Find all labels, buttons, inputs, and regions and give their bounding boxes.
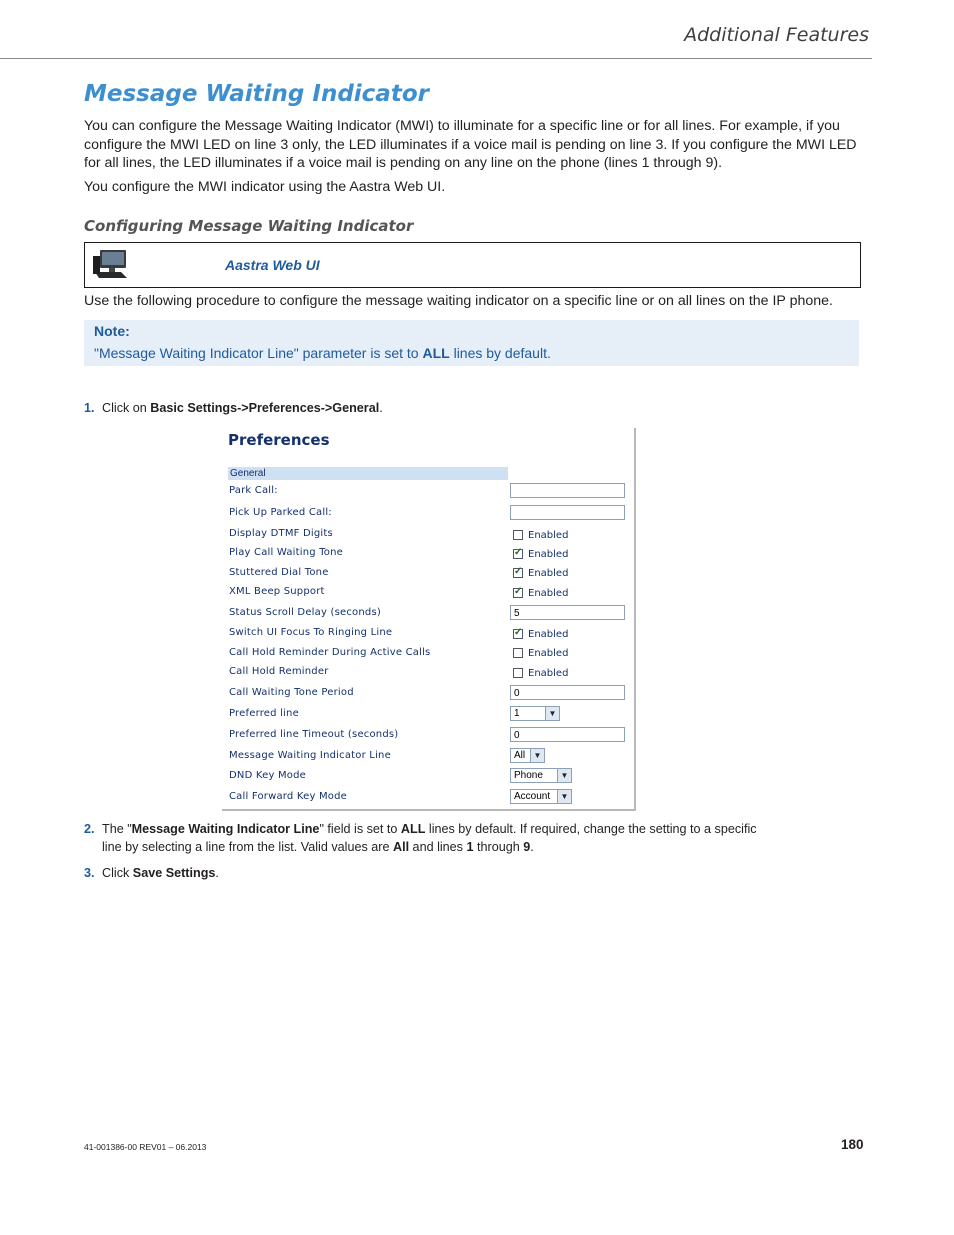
note-text-b: lines by default. bbox=[449, 345, 551, 361]
step-text: and lines bbox=[409, 840, 467, 854]
switch-ui-focus-label: Switch UI Focus To Ringing Line bbox=[229, 627, 393, 638]
step-text: " field is set to bbox=[319, 822, 401, 836]
section-header-title: Additional Features bbox=[684, 24, 869, 46]
step-text: line by selecting a line from the list. Valid values are bbox=[102, 840, 393, 854]
step-text: Click on bbox=[102, 401, 151, 415]
stuttered-dial-tone-label: Stuttered Dial Tone bbox=[229, 567, 329, 578]
chevron-down-icon[interactable]: ▼ bbox=[557, 790, 571, 803]
step-number: 3. bbox=[84, 866, 95, 880]
xml-beep-label: XML Beep Support bbox=[229, 586, 325, 597]
intro-paragraph bbox=[84, 117, 874, 173]
note-box bbox=[84, 320, 859, 366]
preferences-screenshot bbox=[222, 428, 636, 811]
step-1 bbox=[84, 399, 383, 417]
switch-ui-focus-checkbox[interactable] bbox=[513, 629, 523, 639]
step-field-name: Message Waiting Indicator Line bbox=[131, 822, 320, 836]
enabled-label: Enabled bbox=[528, 588, 569, 599]
header-divider bbox=[0, 58, 872, 59]
stuttered-dial-tone-checkbox[interactable] bbox=[513, 568, 523, 578]
preferred-line-select[interactable] bbox=[510, 706, 560, 721]
step-text: . bbox=[215, 866, 219, 880]
step-text: . bbox=[530, 840, 534, 854]
enabled-label: Enabled bbox=[528, 648, 569, 659]
preferences-title: Preferences bbox=[228, 431, 330, 449]
hold-reminder-active-label: Call Hold Reminder During Active Calls bbox=[229, 647, 431, 658]
general-section-bar bbox=[228, 467, 508, 480]
intro-line-3: for all lines, the LED illuminates if a voice mail is pending on any line on the phone (lines 1 through 9). bbox=[84, 155, 723, 171]
pickup-parked-call-label: Pick Up Parked Call: bbox=[229, 507, 332, 518]
step-bold: All bbox=[392, 840, 410, 854]
xml-beep-checkbox[interactable] bbox=[513, 588, 523, 598]
hold-reminder-checkbox[interactable] bbox=[513, 668, 523, 678]
page-title: Message Waiting Indicator bbox=[84, 81, 429, 107]
enabled-label: Enabled bbox=[528, 668, 569, 679]
mwi-line-value: All bbox=[514, 750, 526, 761]
call-forward-key-mode-value: Account bbox=[514, 791, 551, 802]
call-waiting-tone-checkbox[interactable] bbox=[513, 549, 523, 559]
note-text bbox=[94, 345, 551, 361]
chevron-down-icon[interactable]: ▼ bbox=[530, 749, 544, 762]
intro-line-2: configure the MWI LED on line 3 only, the LED illuminates if a voice mail is pending on line 3. If you configure the MWI LED bbox=[84, 136, 857, 153]
enabled-label: Enabled bbox=[528, 629, 569, 640]
display-dtmf-label: Display DTMF Digits bbox=[229, 528, 333, 539]
step-2 bbox=[84, 820, 757, 856]
enabled-label: Enabled bbox=[528, 549, 569, 560]
dnd-key-mode-select[interactable] bbox=[510, 768, 572, 783]
chevron-down-icon[interactable]: ▼ bbox=[545, 707, 559, 720]
webui-callout bbox=[84, 242, 861, 288]
general-section-label: General bbox=[230, 468, 266, 479]
call-forward-key-mode-label: Call Forward Key Mode bbox=[229, 791, 347, 802]
mwi-line-label: Message Waiting Indicator Line bbox=[229, 750, 391, 761]
step-number: 2. bbox=[84, 822, 95, 836]
enabled-label: Enabled bbox=[528, 568, 569, 579]
step-bold: 9 bbox=[523, 840, 531, 854]
dnd-key-mode-value: Phone bbox=[514, 770, 543, 781]
step-text: lines by default. If required, change the setting to a specific bbox=[425, 822, 757, 836]
step-text: Click bbox=[102, 866, 133, 880]
page-number: 180 bbox=[841, 1137, 864, 1152]
status-scroll-delay-input[interactable]: 5 bbox=[510, 605, 625, 620]
chevron-down-icon[interactable]: ▼ bbox=[557, 769, 571, 782]
note-text-bold: ALL bbox=[422, 345, 450, 361]
hold-reminder-active-checkbox[interactable] bbox=[513, 648, 523, 658]
document-id: 41-001386-00 REV01 – 06.2013 bbox=[84, 1142, 207, 1152]
call-forward-key-mode-select[interactable] bbox=[510, 789, 572, 804]
preferred-line-timeout-input[interactable]: 0 bbox=[510, 727, 625, 742]
call-waiting-period-label: Call Waiting Tone Period bbox=[229, 687, 354, 698]
step-number: 1. bbox=[84, 401, 95, 415]
intro-line-1: You can configure the Message Waiting Indicator (MWI) to illuminate for a specific line or for all lines. For example, if you bbox=[84, 118, 840, 134]
enabled-label: Enabled bbox=[528, 530, 569, 541]
hold-reminder-label: Call Hold Reminder bbox=[229, 666, 329, 677]
status-scroll-delay-label: Status Scroll Delay (seconds) bbox=[229, 607, 381, 618]
step-text: . bbox=[379, 401, 383, 415]
step-bold: ALL bbox=[400, 822, 426, 836]
park-call-label: Park Call: bbox=[229, 485, 278, 496]
step-menu-path: Basic Settings->Preferences->General bbox=[150, 401, 380, 415]
computer-icon bbox=[91, 248, 129, 282]
pickup-parked-call-input[interactable] bbox=[510, 505, 625, 520]
dnd-key-mode-label: DND Key Mode bbox=[229, 770, 307, 781]
procedure-intro: Use the following procedure to configure the message waiting indicator on a specific line or on all lines on the IP phone. bbox=[84, 293, 833, 309]
subsection-title: Configuring Message Waiting Indicator bbox=[84, 217, 414, 235]
intro-paragraph-2: You configure the MWI indicator using the Aastra Web UI. bbox=[84, 179, 446, 195]
preferred-line-label: Preferred line bbox=[229, 708, 299, 719]
call-waiting-tone-label: Play Call Waiting Tone bbox=[229, 547, 344, 558]
step-button-name: Save Settings bbox=[132, 866, 216, 880]
step-text: through bbox=[473, 840, 524, 854]
note-title: Note: bbox=[94, 323, 130, 339]
step-bold: 1 bbox=[466, 840, 474, 854]
preferred-line-timeout-label: Preferred line Timeout (seconds) bbox=[229, 729, 399, 740]
webui-label: Aastra Web UI bbox=[225, 257, 320, 273]
step-text: The " bbox=[102, 822, 132, 836]
preferred-line-value: 1 bbox=[514, 708, 520, 719]
step-3 bbox=[84, 864, 219, 882]
park-call-input[interactable] bbox=[510, 483, 625, 498]
mwi-line-select[interactable] bbox=[510, 748, 545, 763]
note-text-a: "Message Waiting Indicator Line" parameter is set to bbox=[94, 345, 423, 361]
call-waiting-period-input[interactable]: 0 bbox=[510, 685, 625, 700]
display-dtmf-checkbox[interactable] bbox=[513, 530, 523, 540]
